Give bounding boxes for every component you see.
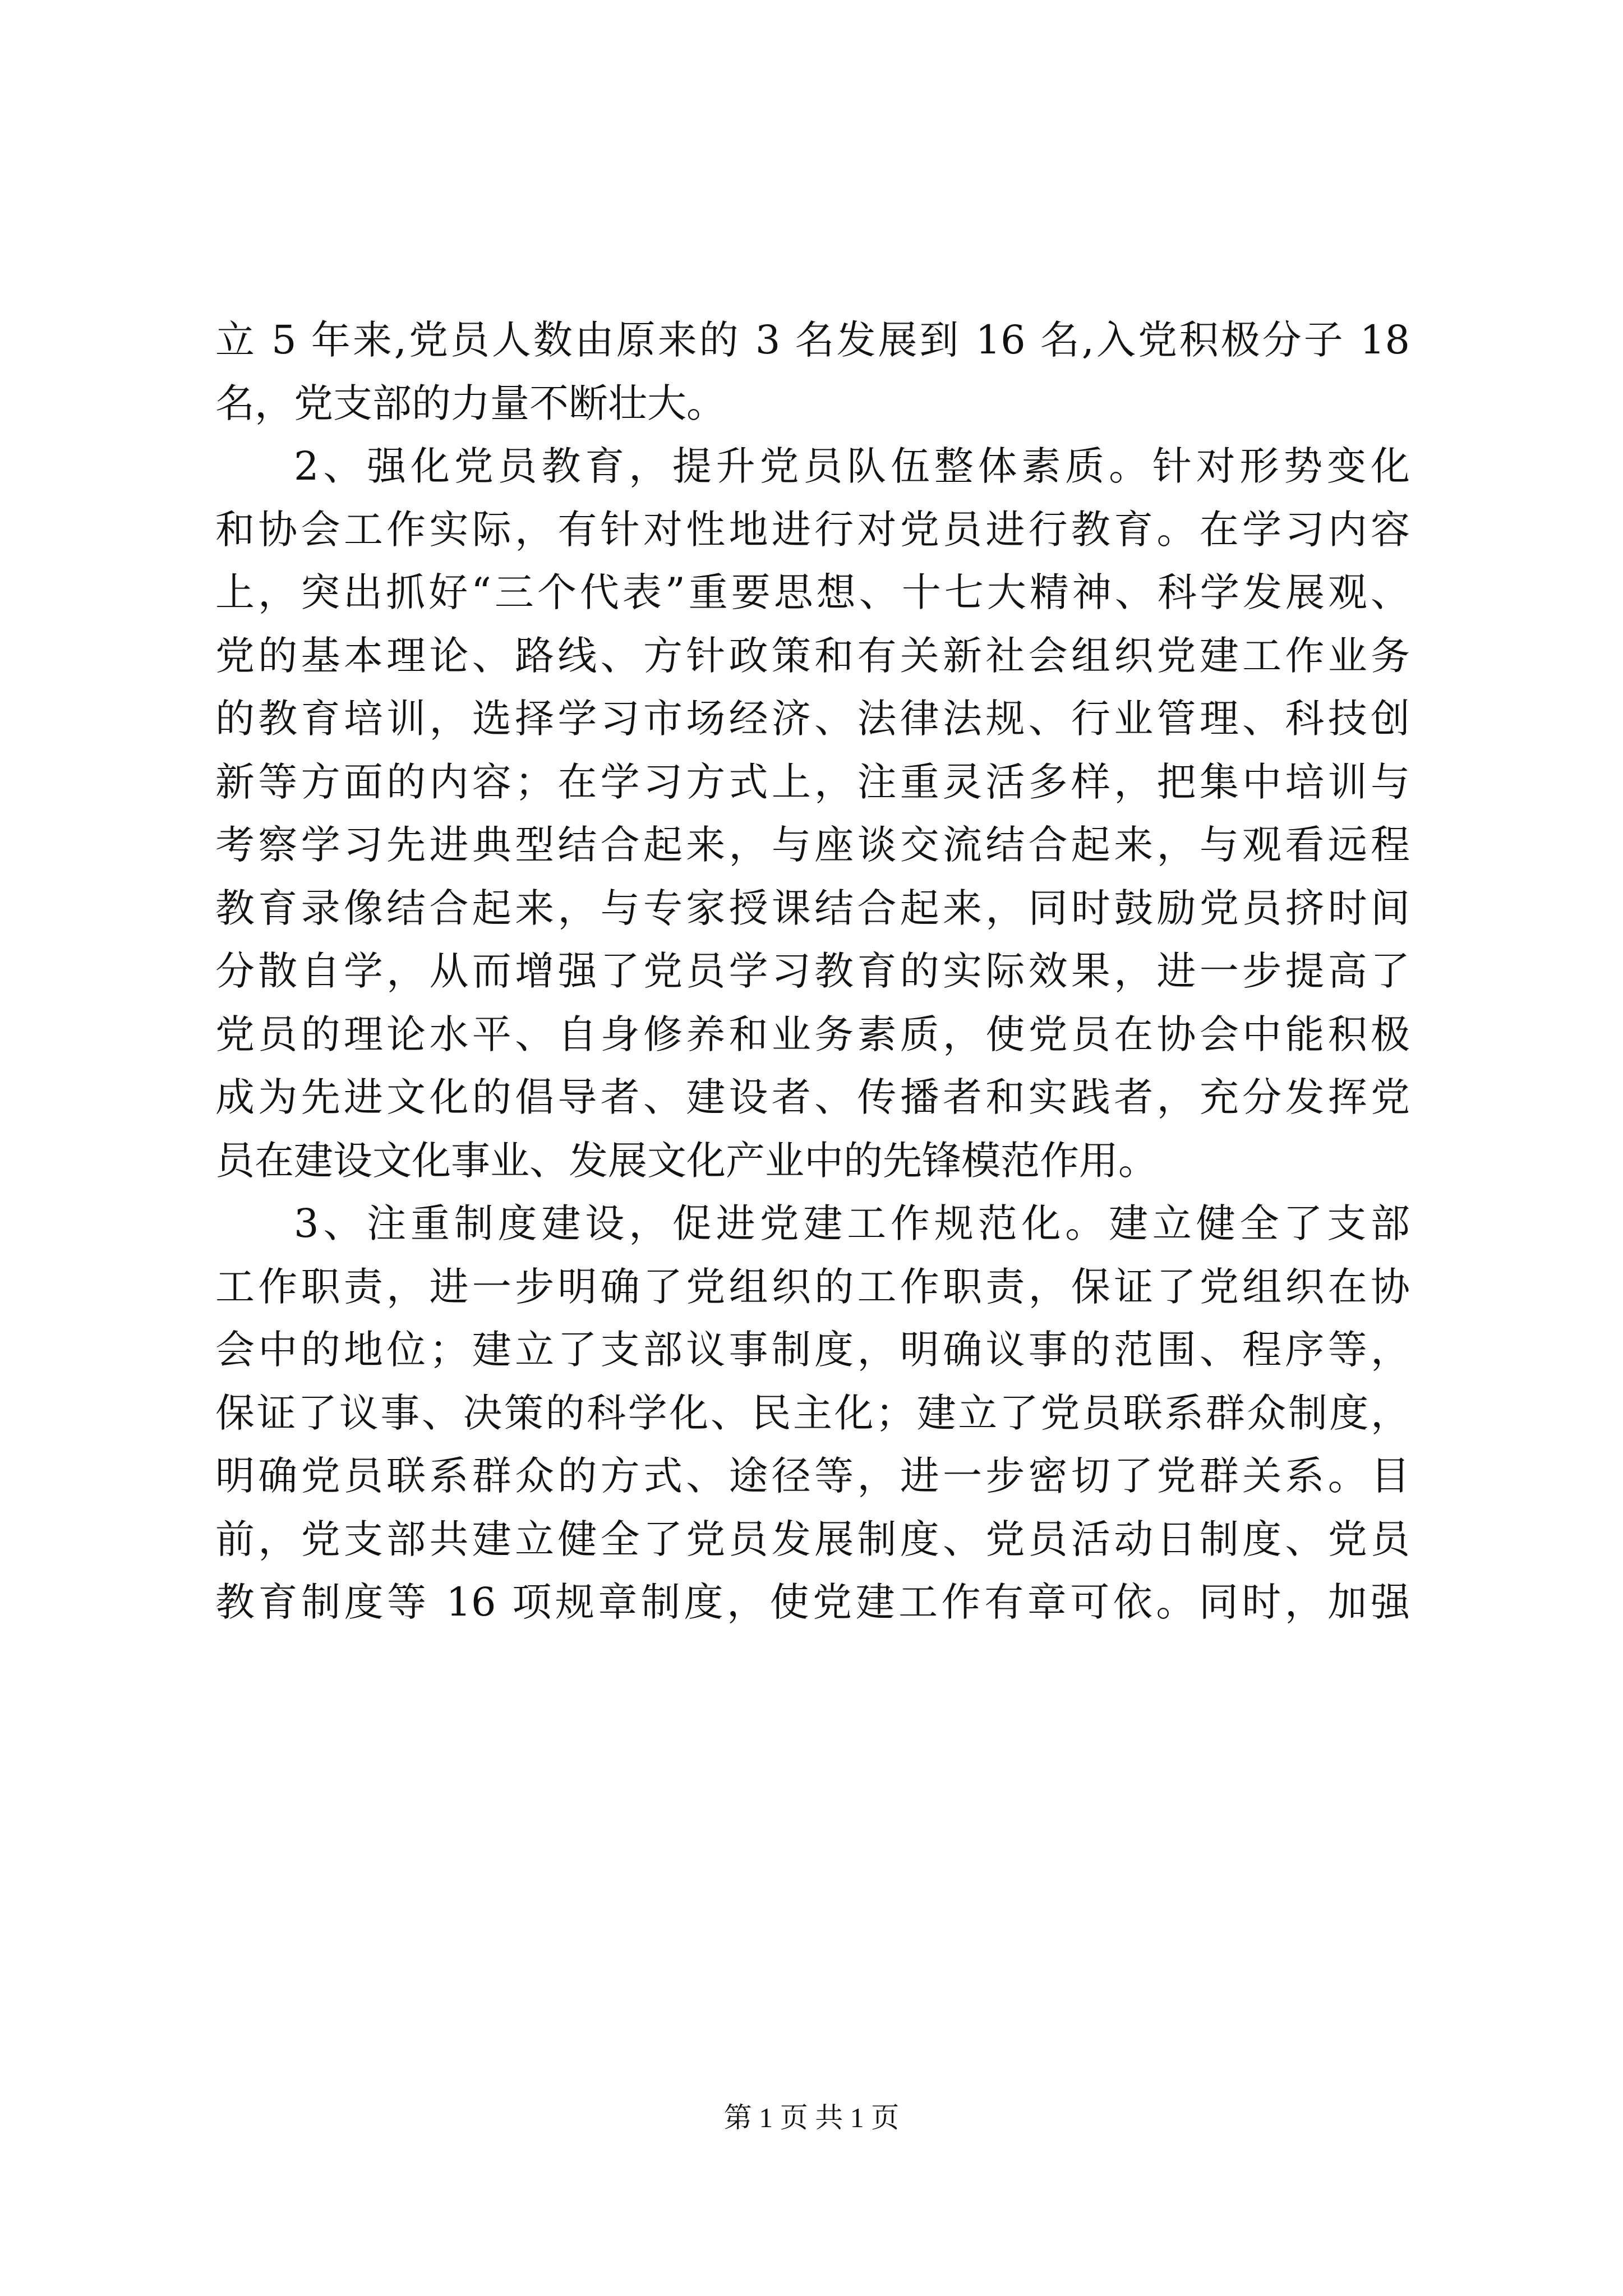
text-line: 立 5 年来,党员人数由原来的 3 名发展到 16 名,入党积极分子 18: [215, 317, 1410, 363]
paragraph-start-line: 3、注重制度建设，促进党建工作规范化。建立健全了支部: [294, 1200, 1410, 1246]
paragraph-start-line: 2、强化党员教育，提升党员队伍整体素质。针对形势变化: [294, 443, 1410, 489]
text-line: 新等方面的内容；在学习方式上，注重灵活多样，把集中培训与: [215, 758, 1410, 805]
text-line: 党的基本理论、路线、方针政策和有关新社会组织党建工作业务: [215, 632, 1410, 679]
text-line: 保证了议事、决策的科学化、民主化；建立了党员联系群众制度，: [215, 1389, 1410, 1436]
text-line: 教育制度等 16 项规章制度，使党建工作有章可依。同时，加强: [215, 1579, 1410, 1625]
text-line: 名，党支部的力量不断壮大。: [215, 380, 726, 426]
text-line: 成为先进文化的倡导者、建设者、传播者和实践者，充分发挥党: [215, 1074, 1410, 1120]
text-line: 教育录像结合起来，与专家授课结合起来，同时鼓励党员挤时间: [215, 885, 1410, 931]
text-line: 分散自学，从而增强了党员学习教育的实际效果，进一步提高了: [215, 948, 1410, 994]
text-line: 的教育培训，选择学习市场经济、法律法规、行业管理、科技创: [215, 696, 1410, 742]
document-body: [215, 309, 1410, 1634]
text-line: 和协会工作实际，有针对性地进行对党员进行教育。在学习内容: [215, 506, 1410, 553]
text-line: 上，突出抓好“三个代表”重要思想、十七大精神、科学发展观、: [215, 569, 1410, 615]
text-line: 考察学习先进典型结合起来，与座谈交流结合起来，与观看远程: [215, 822, 1410, 868]
text-line: 党员的理论水平、自身修养和业务素质，使党员在协会中能积极: [215, 1011, 1410, 1057]
text-line: 工作职责，进一步明确了党组织的工作职责，保证了党组织在协: [215, 1263, 1410, 1310]
text-line: 员在建设文化事业、发展文化产业中的先锋模范作用。: [215, 1137, 1158, 1184]
page-footer: 第 1 页 共 1 页: [723, 2102, 900, 2133]
text-line: 前，党支部共建立健全了党员发展制度、党员活动日制度、党员: [215, 1516, 1410, 1562]
text-line: 明确党员联系群众的方式、途径等，进一步密切了党群关系。目: [215, 1453, 1410, 1499]
text-line: 会中的地位；建立了支部议事制度，明确议事的范围、程序等，: [215, 1327, 1410, 1373]
